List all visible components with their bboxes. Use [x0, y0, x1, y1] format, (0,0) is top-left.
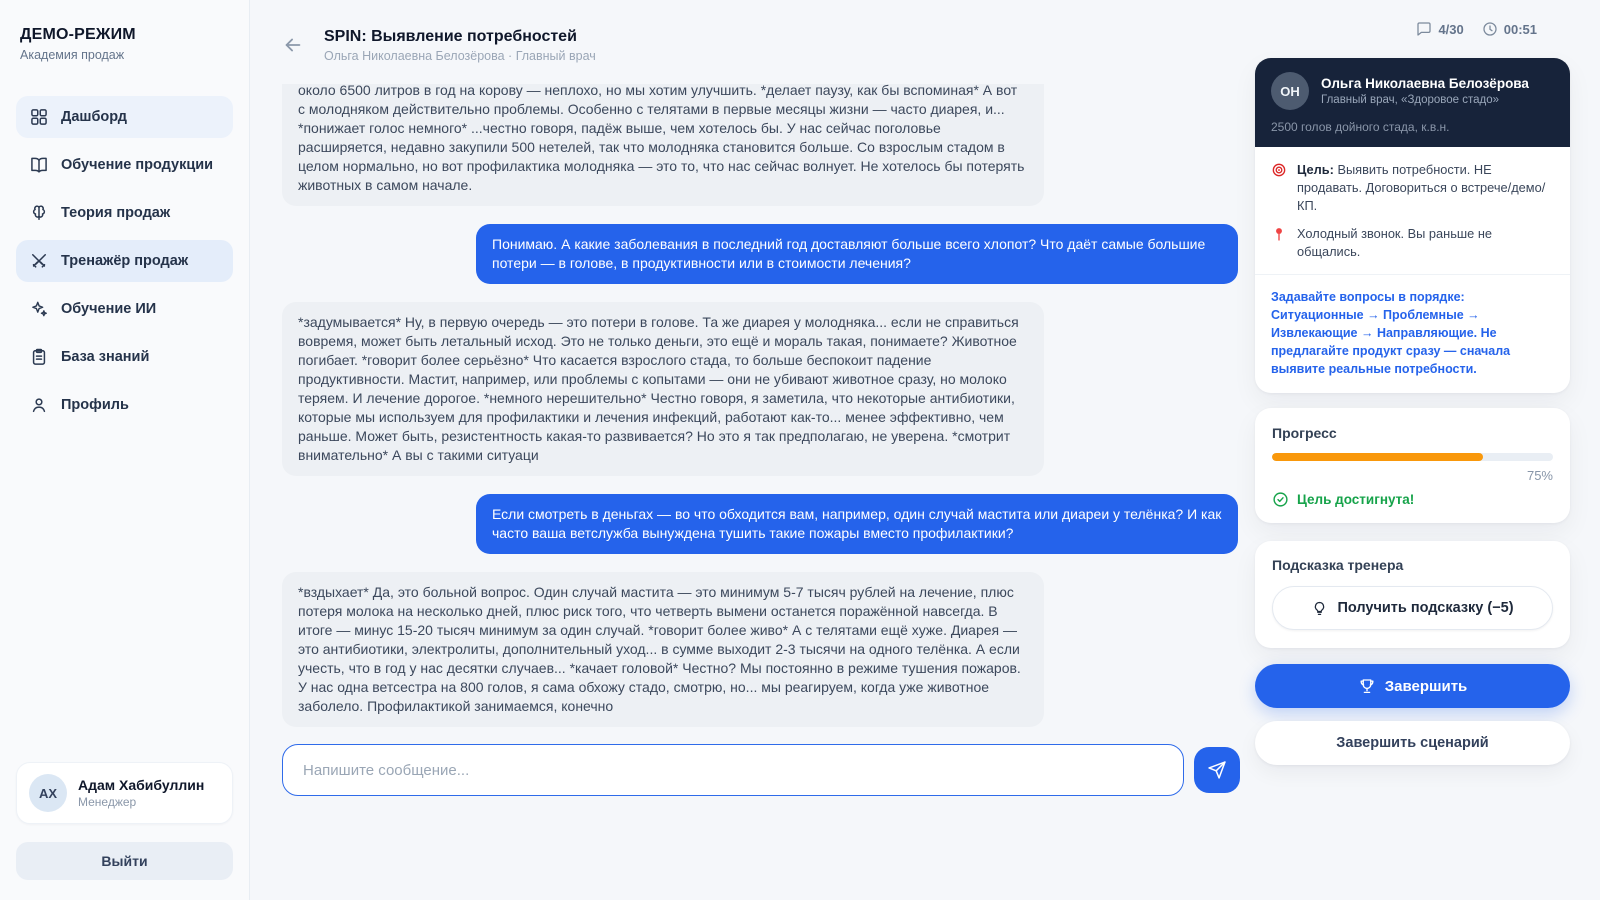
sidebar-item-label: Профиль [61, 397, 129, 413]
sidebar-item-dashboard[interactable] [16, 96, 233, 138]
sidebar-item-label: База знаний [61, 349, 150, 365]
sidebar-item-sales-trainer[interactable] [16, 240, 233, 282]
sidebar-item-label: Тренажёр продаж [61, 253, 189, 269]
sidebar-item-label: Обучение продукции [61, 157, 214, 173]
goal-text: Выявить потребности. НЕ продавать. Договориться о встрече/демо/КП. [1297, 162, 1546, 213]
persona-role: Главный врач, «Здоровое стадо» [1321, 94, 1500, 106]
sidebar-nav [16, 96, 233, 426]
progress-card [1255, 408, 1570, 523]
scenario-subtitle: Ольга Николаевна Белозёрова · Главный врач [324, 48, 596, 63]
avatar: АХ [29, 774, 67, 812]
goal-reached-status: Цель достигнута! [1272, 491, 1553, 508]
swords-icon [29, 251, 49, 271]
sidebar-item-profile[interactable] [16, 384, 233, 426]
incoming-message: около 6500 литров в год на корову — неплохо, но мы хотим улучшить. *делает паузу, как бы вспоминая* А вот с молодняком действительно проблемы. Особенно с телятами в первые месяцы жизни — часто диарея, и... *понижает голос немного* ...честно говоря, падёж выше, чем хотелось бы. У нас сейчас поголовье расширяется, недавно закупили 500 нетелей, так что молодняка становится больше. Со взрослым стадом в целом нормально, но вот профилактика молодняка — это то, что нас сейчас волнует. Не хотелось бы потерять животных в самом начале. [282, 84, 1044, 206]
sidebar-item-label: Дашборд [61, 109, 127, 125]
sidebar-item-label: Обучение ИИ [61, 301, 157, 317]
goal-row [1271, 161, 1554, 215]
chat-area [250, 0, 1255, 900]
back-button[interactable] [282, 31, 310, 59]
incoming-message: *задумывается* Ну, в первую очередь — это потери в голове. Та же диарея у молодняка... если не справиться вовремя, может быть летальный исход. Это не только деньги, это ещё и мораль такая, понимаете? Животное погибает. *говорит более серьёзно* Что касается взрослого стада, то больше беспокоит падение продуктивности. Мастит, например, или проблемы с копытами — они не убивают животное сразу, но молоко теряем. И лечение дорогое. *немного нерешительно* Честно говоря, я заметила, что некоторые антибиотики, которые мы используем для профилактики и лечения инфекций, работают как-то... менее эффективно, чем раньше. Может быть, резистентность какая-то развивается? Но это я так предполагаю, не уверена. *смотрит внимательно* А вы с такими ситуаци [282, 302, 1044, 476]
persona-card [1255, 58, 1570, 393]
clipboard-icon [29, 347, 49, 367]
finish-button[interactable]: Завершить [1255, 664, 1570, 708]
sidebar-item-knowledge-base[interactable] [16, 336, 233, 378]
sidebar-item-sales-theory[interactable] [16, 192, 233, 234]
progress-title: Прогресс [1272, 425, 1337, 441]
composer [282, 744, 1240, 796]
sidebar-item-ai-training[interactable] [16, 288, 233, 330]
persona-avatar: ОН [1271, 72, 1309, 110]
send-button[interactable] [1194, 747, 1240, 793]
session-meta [1255, 0, 1570, 58]
trophy-icon [1358, 677, 1376, 695]
brain-icon [29, 203, 49, 223]
chat-header [282, 0, 1240, 84]
persona-meta: 2500 голов дойного стада, к.в.н. [1271, 120, 1450, 134]
lightbulb-icon [1311, 600, 1328, 617]
progress-value: 75% [1526, 468, 1553, 483]
progress-fill [1272, 453, 1483, 461]
hint-card [1255, 541, 1570, 648]
outgoing-message: Понимаю. А какие заболевания в последний год доставляют больше всего хлопот? Что даёт самые большие потери — в голове, в продуктивности или в стоимости лечения? [476, 224, 1238, 284]
app-title: ДЕМО-РЕЖИМ [20, 26, 136, 43]
progress-bar [1272, 453, 1553, 461]
send-icon [1207, 760, 1227, 780]
outgoing-message: Если смотреть в деньгах — во что обходится вам, например, один случай мастита или диареи у телёнка? И как часто ваша ветслужба вынуждена тушить такие пожары вместо профилактики? [476, 494, 1238, 554]
book-icon [29, 155, 49, 175]
sidebar-footer [16, 762, 233, 880]
sidebar-item-product-training[interactable] [16, 144, 233, 186]
hint-title: Подсказка тренера [1272, 557, 1404, 573]
dashboard-icon [29, 107, 49, 127]
get-hint-button[interactable]: Получить подсказку (−5) [1272, 586, 1553, 630]
sidebar-item-label: Теория продаж [61, 205, 171, 221]
scenario-brief [1255, 147, 1570, 274]
persona-header [1255, 58, 1570, 147]
clock-icon [1482, 21, 1498, 37]
message-list[interactable] [282, 84, 1240, 736]
message-input[interactable] [282, 744, 1184, 796]
user-role: Менеджер [78, 795, 137, 809]
app-subtitle: Академия продаж [20, 48, 125, 62]
context-text: Холодный звонок. Вы раньше не общались. [1297, 226, 1493, 259]
target-icon [1271, 162, 1287, 178]
sidebar [0, 0, 250, 900]
user-icon [29, 395, 49, 415]
end-scenario-button[interactable]: Завершить сценарий [1255, 721, 1570, 765]
user-name: Адам Хабибуллин [78, 777, 205, 793]
goal-label: Цель: [1297, 162, 1334, 177]
chat-bubble-icon [1416, 21, 1432, 37]
logout-button[interactable]: Выйти [16, 842, 233, 880]
session-timer: 00:51 [1482, 21, 1537, 37]
scenario-title: SPIN: Выявление потребностей [324, 27, 577, 45]
coach-panel [1255, 0, 1570, 900]
current-user-card[interactable] [16, 762, 233, 824]
coach-tip: Задавайте вопросы в порядке: Ситуационные → Проблемные → Извлекающие → Направляющие. Не предлагайте продукт сразу — сначала выявите реальные потребности. [1255, 274, 1570, 393]
pin-icon [1271, 226, 1287, 242]
context-row [1271, 225, 1554, 261]
persona-name: Ольга Николаевна Белозёрова [1321, 76, 1529, 91]
incoming-message: *вздыхает* Да, это больной вопрос. Один случай мастита — это минимум 5-7 тысяч рублей на лечение, плюс потеря молока на несколько дней, плюс риск того, что четверть вымени останется поражённой навсегда. В итоге — минус 15-20 тысяч минимум за один случай. *говорит более живо* А с телятами ещё хуже. Диарея — это антибиотики, электролиты, дополнительный уход... в сумме выходит 2-3 тысячи на одного телёнка. А если учесть, что в год у нас десятки случаев... *качает головой* Честно? Мы постоянно в режиме тушения пожаров. У нас одна ветсестра на 800 голов, я сама обхожу стадо, смотрю, но... мы реагируем, когда уже животное заболело. Профилактикой занимаемся, конечно [282, 572, 1044, 727]
sparkles-icon [29, 299, 49, 319]
brand [16, 26, 233, 62]
message-counter: 4/30 [1416, 21, 1463, 37]
check-circle-icon [1272, 491, 1289, 508]
